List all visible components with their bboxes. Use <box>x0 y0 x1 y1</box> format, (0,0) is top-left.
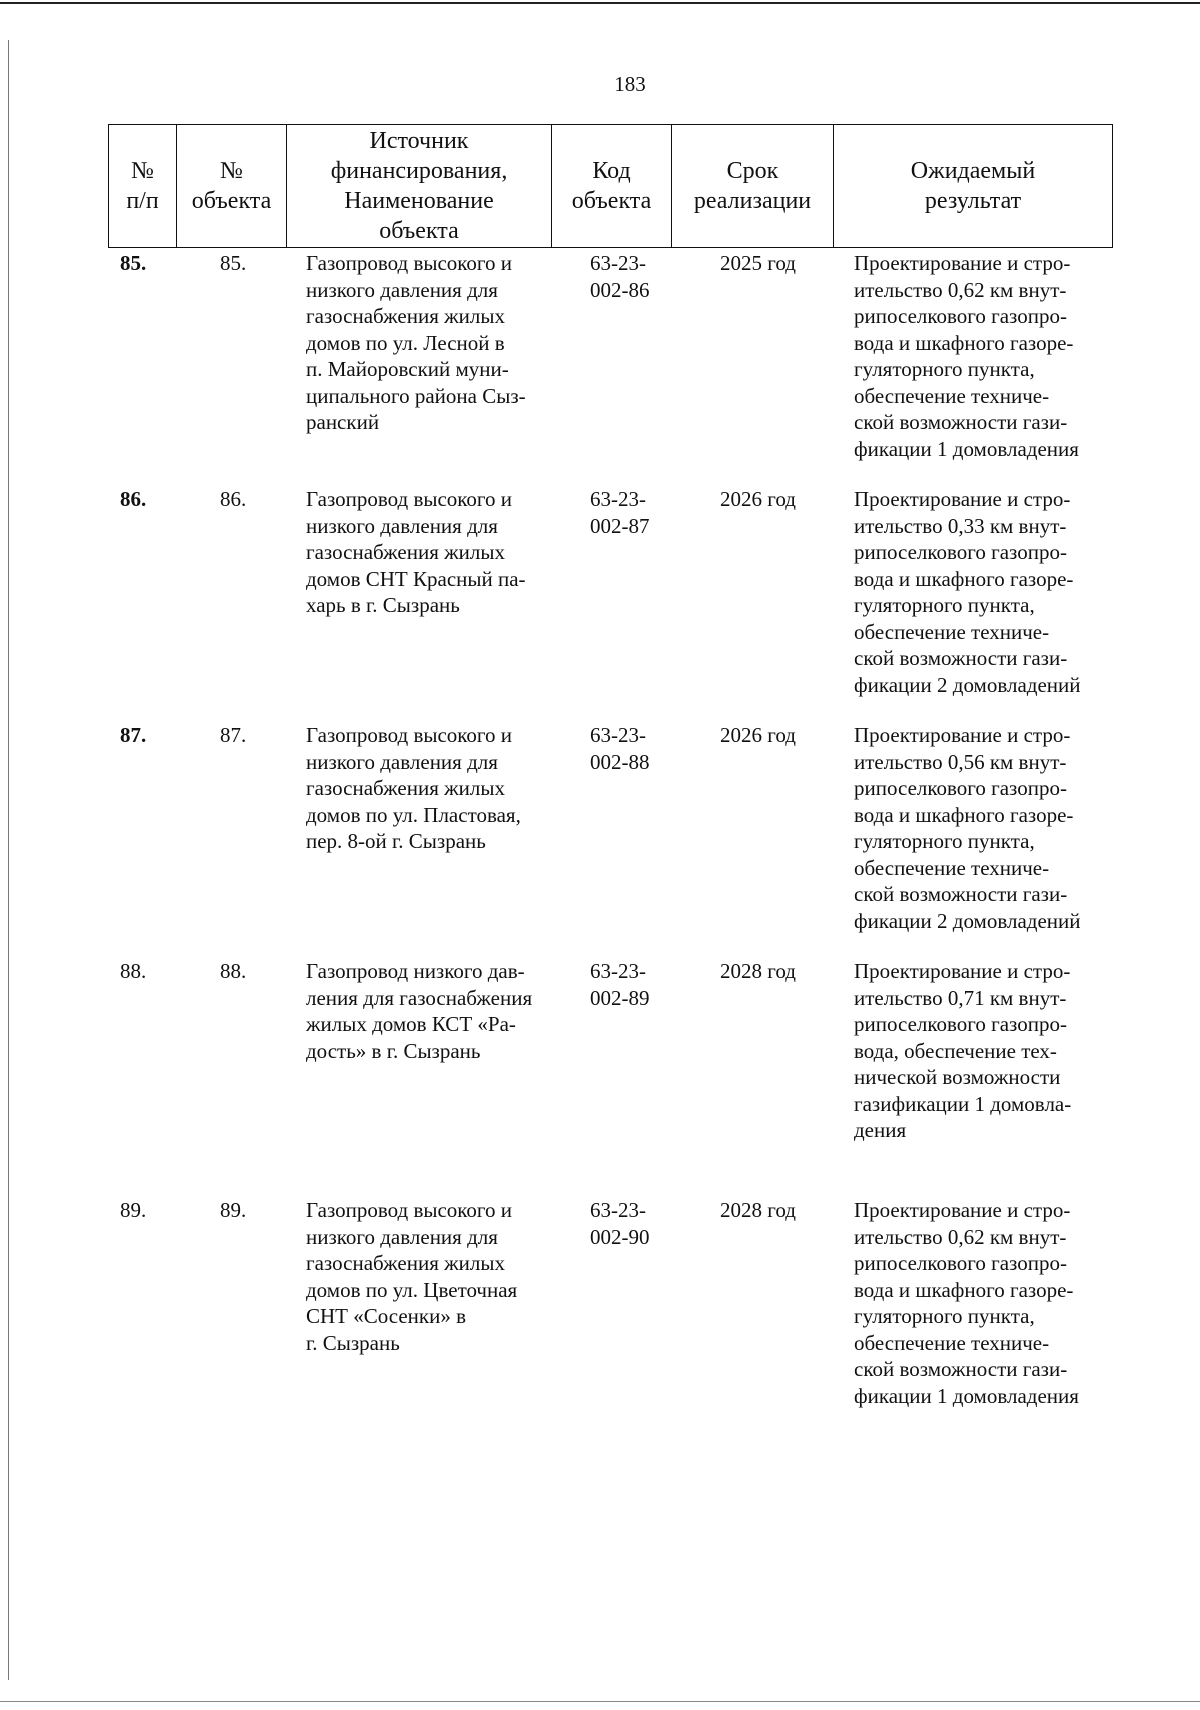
object-number: 85. <box>220 251 247 275</box>
object-number: 89. <box>220 1198 247 1222</box>
object-name: Газопровод высокого и низкого давления для газоснабжения жилых домов СНТ Красный па- харь в г. Сызрань <box>306 487 526 617</box>
expected-result: Проектирование и стро- ительство 0,56 км внут- рипоселкового газопро- вода и шкафного газоре- гуляторного пункта, обеспечение техниче- ской возможности гази- фикации 2 домовладений <box>854 723 1081 933</box>
object-code: 63-23- 002-89 <box>590 959 650 1010</box>
expected-result: Проектирование и стро- ительство 0,33 км внут- рипоселкового газопро- вода и шкафного газоре- гуляторного пункта, обеспечение техниче- ской возможности гази- фикации 2 домовладений <box>854 487 1081 697</box>
header-expected-result: Ожидаемый результат <box>834 125 1113 248</box>
expected-result: Проектирование и стро- ительство 0,71 км внут- рипоселкового газопро- вода, обеспечение тех- нической возможности газификации 1 домовла- дения <box>854 959 1072 1142</box>
implementation-term: 2025 год <box>720 251 796 275</box>
header-financing-source: Источник финансирования, Наименование объекта <box>287 125 552 248</box>
scan-edge-bottom <box>0 1701 1200 1702</box>
page-number: 183 <box>614 72 646 96</box>
row-number: 88. <box>120 959 147 983</box>
expected-result: Проектирование и стро- ительство 0,62 км внут- рипоселкового газопро- вода и шкафного газоре- гуляторного пункта, обеспечение техниче- ской возможности гази- фикации 1 домовладения <box>854 1198 1079 1408</box>
scan-edge-left <box>8 40 9 1680</box>
object-code: 63-23- 002-88 <box>590 723 650 774</box>
header-num: № п/п <box>109 125 177 248</box>
object-code: 63-23- 002-90 <box>590 1198 650 1249</box>
implementation-term: 2026 год <box>720 487 796 511</box>
implementation-term: 2028 год <box>720 1198 796 1222</box>
table-header <box>108 124 1113 248</box>
row-number: 89. <box>120 1198 147 1222</box>
implementation-term: 2026 год <box>720 723 796 747</box>
header-object-code: Код объекта <box>552 125 672 248</box>
object-name: Газопровод высокого и низкого давления для газоснабжения жилых домов по ул. Лесной в п. Майоровский муни- ципального района Сыз- ранский <box>306 251 526 434</box>
header-object-number: № объекта <box>177 125 287 248</box>
object-code: 63-23- 002-86 <box>590 251 650 302</box>
header-term: Срок реализации <box>672 125 834 248</box>
row-number: 87. <box>120 723 147 747</box>
object-name: Газопровод высокого и низкого давления для газоснабжения жилых домов по ул. Цветочная СНТ «Сосенки» в г. Сызрань <box>306 1198 518 1355</box>
object-name: Газопровод низкого дав- ления для газоснабжения жилых домов КСТ «Ра- дость» в г. Сызрань <box>306 959 533 1063</box>
expected-result: Проектирование и стро- ительство 0,62 км внут- рипоселкового газопро- вода и шкафного газоре- гуляторного пункта, обеспечение техниче- ской возможности гази- фикации 1 домовладения <box>854 251 1079 461</box>
object-number: 87. <box>220 723 247 747</box>
object-name: Газопровод высокого и низкого давления для газоснабжения жилых домов по ул. Пластовая, пер. 8-ой г. Сызрань <box>306 723 521 853</box>
object-number: 86. <box>220 487 247 511</box>
implementation-term: 2028 год <box>720 959 796 983</box>
object-code: 63-23- 002-87 <box>590 487 650 538</box>
scan-edge-top <box>0 2 1200 4</box>
object-number: 88. <box>220 959 247 983</box>
row-number: 86. <box>120 487 147 511</box>
row-number: 85. <box>120 251 147 275</box>
